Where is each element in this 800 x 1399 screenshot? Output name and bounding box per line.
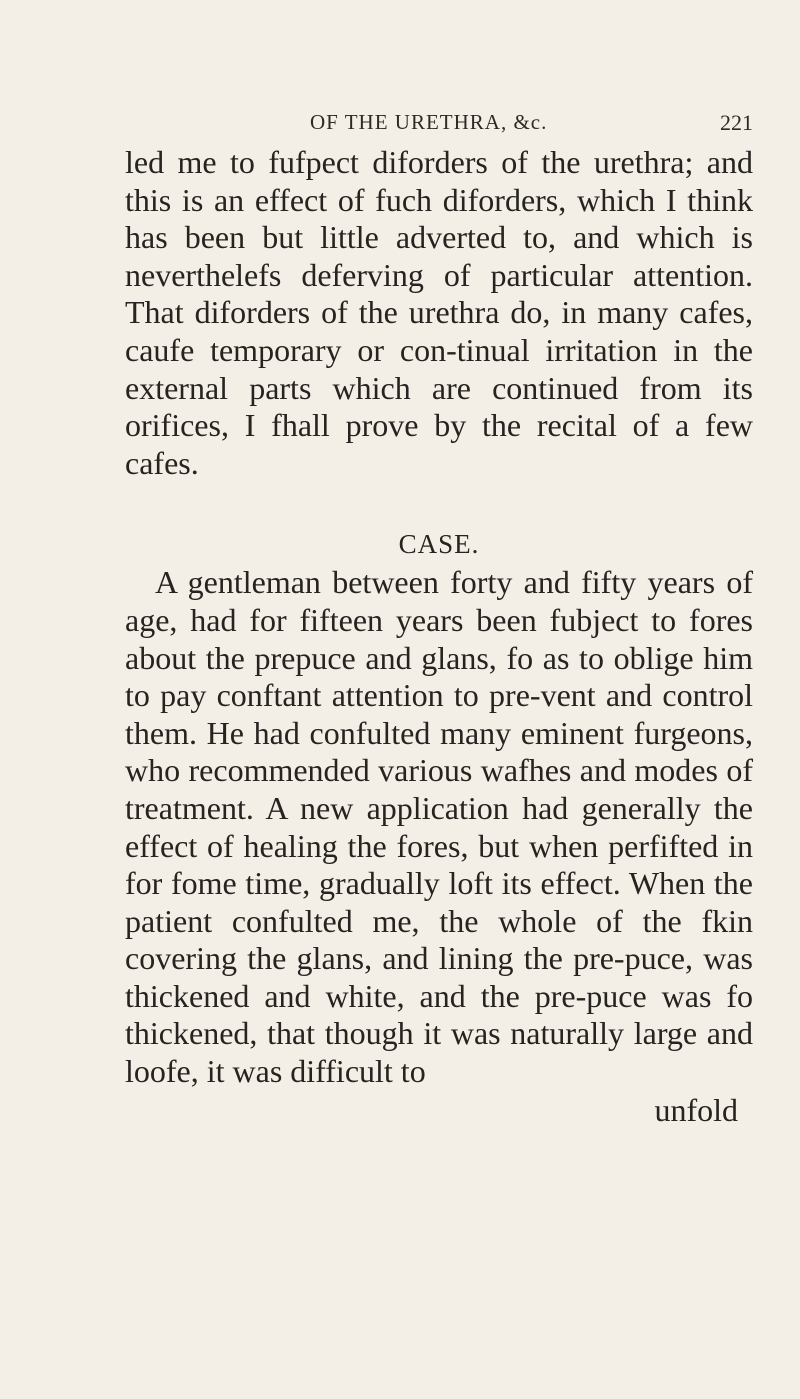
body-paragraph-2: A gentleman between forty and fifty years of age, had for fifteen years been fubject to fores about the prepuce and glans, fo as to oblige him to pay conftant attention to pre-vent and control them. He had confulted many eminent furgeons, who recommended various wafhes and modes of treatment. A new application had generally the effect of healing the fores, but when perfifted in for fome time, gradually loft its effect. When the patient confulted me, the whole of the fkin covering the glans, and lining the pre-puce, was thickened and white, and the pre-puce was fo thickened, that though it was naturally large and loofe, it was difficult to xyxy=(125,564,753,1090)
page-number: 221 xyxy=(720,110,753,135)
running-title: OF THE URETHRA, &c. xyxy=(310,110,548,134)
running-head xyxy=(125,110,753,144)
catchword: unfold xyxy=(654,1091,738,1128)
body-paragraph-1: led me to fufpect diforders of the urethra; and this is an effect of fuch diforders, which I think has been but little adverted to, and which is neverthelefs deferving of particular attention. That diforders of the urethra do, in many cafes, caufe temporary or con-tinual irritation in the external parts which are continued from its orifices, I fhall prove by the recital of a few cafes. xyxy=(125,144,753,481)
case-heading: CASE. xyxy=(398,529,480,560)
